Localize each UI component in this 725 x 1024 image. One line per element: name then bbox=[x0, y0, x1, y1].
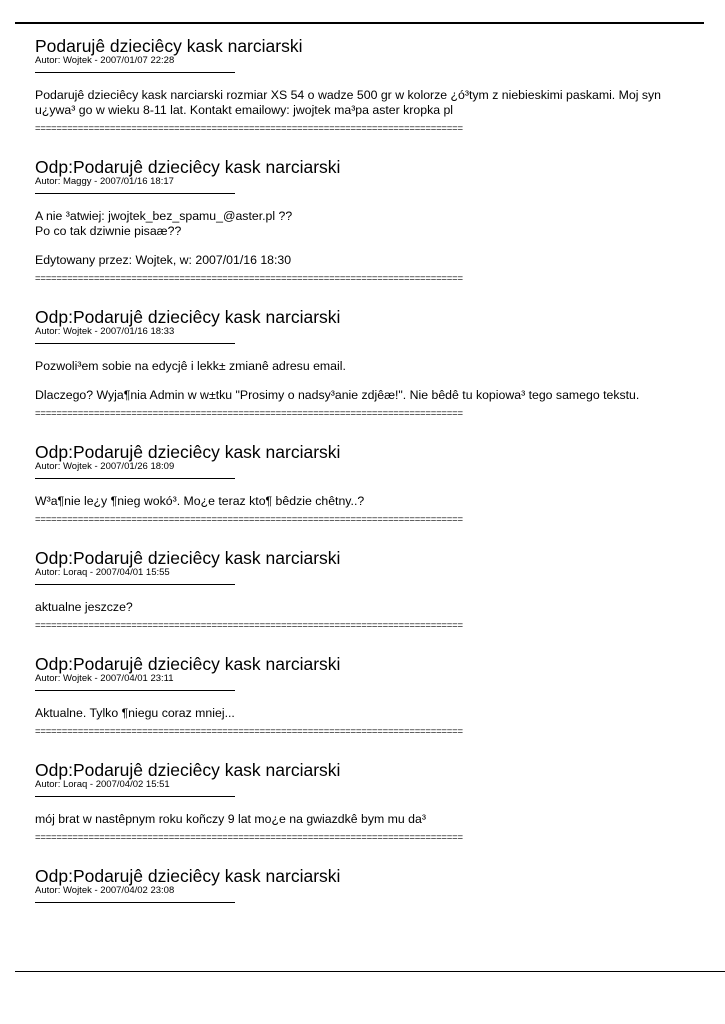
post-edit-note: Edytowany przez: Wojtek, w: 2007/01/16 18:30 bbox=[35, 253, 292, 267]
post-meta: Autor: Wojtek - 2007/01/26 18:09 bbox=[35, 461, 175, 472]
post-meta: Autor: Wojtek - 2007/04/01 23:11 bbox=[35, 673, 174, 684]
post-title: Odp:Podarujê dzieciêcy kask narciarski bbox=[35, 442, 341, 462]
post-title: Odp:Podarujê dzieciêcy kask narciarski bbox=[35, 548, 341, 568]
post-paragraph: Podarujê dzieciêcy kask narciarski rozmiar XS 54 o wadze 500 gr w kolorze ¿ó³tym z niebieskimi paskami. Moj syn u¿ywa³ go w wieku 8-11 lat. Kontakt emailowy: jwojtek ma³pa aster kropka pl bbox=[35, 88, 662, 117]
footer-rule bbox=[15, 971, 725, 972]
post-body bbox=[35, 209, 695, 268]
post-paragraph: Aktualne. Tylko ¶niegu coraz mniej... bbox=[35, 706, 235, 720]
post-meta: Autor: Loraq - 2007/04/01 15:55 bbox=[35, 567, 170, 578]
post-paragraph: Po co tak dziwnie pisaæ?? bbox=[35, 224, 182, 238]
post-paragraph: mój brat w nastêpnym roku koñczy 9 lat mo¿e na gwiazdkê bym mu da³ bbox=[35, 812, 426, 826]
post-separator: ================================================================================ bbox=[35, 409, 463, 419]
post-body bbox=[35, 600, 695, 615]
post bbox=[35, 867, 695, 903]
post-paragraph: Dlaczego? Wyja¶nia Admin w w±tku "Prosimy o nadsy³anie zdjêæ!". Nie bêdê tu kopiowa³ tego samego tekstu. bbox=[35, 388, 640, 402]
post bbox=[35, 761, 695, 843]
post-title: Odp:Podarujê dzieciêcy kask narciarski bbox=[35, 307, 341, 327]
post-paragraph: Pozwoli³em sobie na edycjê i lekk± zmianê adresu email. bbox=[35, 359, 346, 373]
post-paragraph: aktualne jeszcze? bbox=[35, 600, 133, 614]
post bbox=[35, 158, 695, 284]
meta-rule bbox=[35, 584, 235, 585]
meta-rule bbox=[35, 902, 235, 903]
post-meta: Autor: Maggy - 2007/01/16 18:17 bbox=[35, 176, 174, 187]
post bbox=[35, 308, 695, 419]
post-title: Odp:Podarujê dzieciêcy kask narciarski bbox=[35, 157, 341, 177]
post bbox=[35, 549, 695, 631]
post-body bbox=[35, 812, 695, 827]
post-meta: Autor: Wojtek - 2007/01/16 18:33 bbox=[35, 326, 175, 337]
post-separator: ================================================================================ bbox=[35, 727, 463, 737]
post-list bbox=[35, 37, 695, 903]
meta-rule bbox=[35, 72, 235, 73]
post-paragraph: W³a¶nie le¿y ¶nieg wokó³. Mo¿e teraz kto¶ bêdzie chêtny..? bbox=[35, 494, 365, 508]
post-meta: Autor: Loraq - 2007/04/02 15:51 bbox=[35, 779, 170, 790]
meta-rule bbox=[35, 690, 235, 691]
post-paragraph: A nie ³atwiej: jwojtek_bez_spamu_@aster.pl ?? bbox=[35, 209, 293, 223]
post-separator: ================================================================================ bbox=[35, 621, 463, 631]
post-meta: Autor: Wojtek - 2007/01/07 22:28 bbox=[35, 55, 175, 66]
meta-rule bbox=[35, 796, 235, 797]
post-separator: ================================================================================ bbox=[35, 274, 463, 284]
top-rule bbox=[15, 22, 704, 24]
post-body bbox=[35, 494, 695, 509]
post-separator: ================================================================================ bbox=[35, 515, 463, 525]
post bbox=[35, 443, 695, 525]
meta-rule bbox=[35, 478, 235, 479]
post-title: Odp:Podarujê dzieciêcy kask narciarski bbox=[35, 760, 341, 780]
post-body bbox=[35, 88, 695, 118]
post-body bbox=[35, 706, 695, 721]
post-separator: ================================================================================ bbox=[35, 833, 463, 843]
post bbox=[35, 655, 695, 737]
post bbox=[35, 37, 695, 134]
meta-rule bbox=[35, 193, 235, 194]
meta-rule bbox=[35, 343, 235, 344]
post-title: Odp:Podarujê dzieciêcy kask narciarski bbox=[35, 866, 341, 886]
post-separator: ================================================================================ bbox=[35, 124, 463, 134]
post-title: Odp:Podarujê dzieciêcy kask narciarski bbox=[35, 654, 341, 674]
post-body bbox=[35, 359, 695, 403]
post-title: Podarujê dzieciêcy kask narciarski bbox=[35, 36, 303, 56]
post-meta: Autor: Wojtek - 2007/04/02 23:08 bbox=[35, 885, 175, 896]
